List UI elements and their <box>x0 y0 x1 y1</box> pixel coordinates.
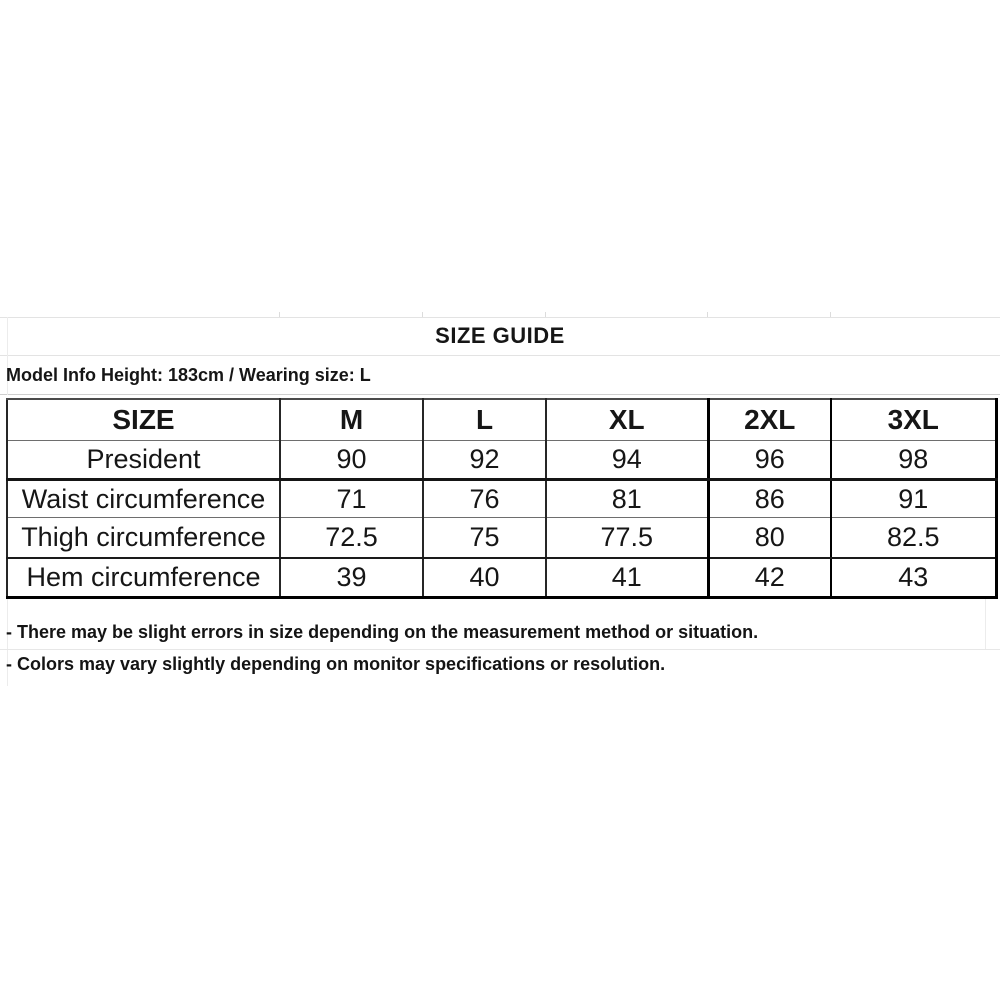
value-cell: 43 <box>831 558 996 598</box>
value-cell: 81 <box>546 480 708 518</box>
value-cell: 39 <box>280 558 423 598</box>
column-header-size: SIZE <box>7 399 280 441</box>
column-header-l: L <box>423 399 546 441</box>
table-row-waist <box>7 480 996 518</box>
value-cell: 80 <box>708 518 831 559</box>
value-cell: 71 <box>280 480 423 518</box>
value-cell: 86 <box>708 480 831 518</box>
value-cell: 76 <box>423 480 546 518</box>
value-cell: 82.5 <box>831 518 996 559</box>
value-cell: 40 <box>423 558 546 598</box>
table-row-thigh <box>7 518 996 559</box>
row-label-cell: Waist circumference <box>7 480 280 518</box>
value-cell: 72.5 <box>280 518 423 559</box>
value-cell: 94 <box>546 441 708 480</box>
table-row-hem <box>7 558 996 598</box>
size-table-header-row <box>7 399 996 441</box>
value-cell: 41 <box>546 558 708 598</box>
column-header-xl: XL <box>546 399 708 441</box>
table-row-president <box>7 441 996 480</box>
note-colors: - Colors may vary slightly depending on monitor specifications or resolution. <box>6 654 666 674</box>
model-info-text: Model Info Height: 183cm / Wearing size: L <box>6 365 371 385</box>
value-cell: 92 <box>423 441 546 480</box>
value-cell: 42 <box>708 558 831 598</box>
row-label-cell: Hem circumference <box>7 558 280 598</box>
column-header-m: M <box>280 399 423 441</box>
value-cell: 96 <box>708 441 831 480</box>
value-cell: 91 <box>831 480 996 518</box>
value-cell: 75 <box>423 518 546 559</box>
value-cell: 90 <box>280 441 423 480</box>
column-header-2xl: 2XL <box>708 399 831 441</box>
row-label-cell: Thigh circumference <box>7 518 280 559</box>
value-cell: 98 <box>831 441 996 480</box>
size-guide-title: SIZE GUIDE <box>435 323 565 348</box>
column-header-3xl: 3XL <box>831 399 996 441</box>
row-label-cell: President <box>7 441 280 480</box>
value-cell: 77.5 <box>546 518 708 559</box>
size-table <box>6 398 998 599</box>
note-measurement: - There may be slight errors in size depending on the measurement method or situation. <box>6 622 759 642</box>
